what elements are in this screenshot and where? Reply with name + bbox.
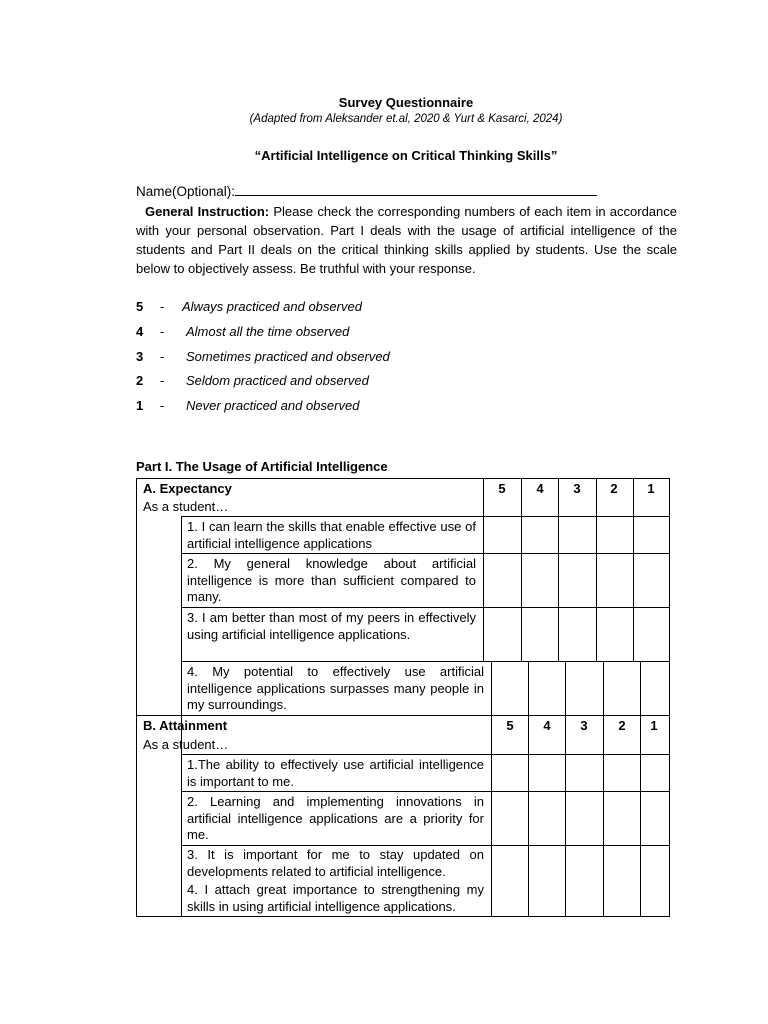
section-a-prompt: As a student… [143, 499, 229, 514]
scale-label: Almost all the time observed [186, 324, 350, 339]
scale-value: 5 [136, 299, 144, 314]
answer-cell[interactable] [559, 517, 596, 553]
scale-value: 2 [136, 373, 144, 388]
scale-dash: - [160, 299, 165, 314]
section-b-heading: B. Attainment [143, 718, 228, 733]
survey-item: 3. It is important for me to stay updated on developments related to artificial intelligence. [187, 847, 484, 879]
answer-cell[interactable] [484, 517, 521, 553]
survey-main-title: “Artificial Intelligence on Critical Thinking Skills” [254, 148, 558, 163]
part1-title: Part I. The Usage of Artificial Intelligence [136, 459, 388, 474]
column-header: 5 [498, 481, 506, 496]
name-field-blank[interactable] [235, 182, 597, 196]
survey-item: 3. I am better than most of my peers in effectively using artificial intelligence applications. [187, 610, 476, 642]
answer-cell[interactable] [634, 517, 669, 553]
column-header: 1 [647, 481, 655, 496]
survey-item: 1.The ability to effectively use artificial intelligence is important to me. [187, 757, 484, 789]
answer-cell[interactable] [522, 517, 558, 553]
instructions-text: Please check the corresponding numbers of each item in accordance with your personal observation. Part I deals with the usage of artificial intelligence of the students and Part II deals on the critical thinking skills applied by students. Use the scale below to objectively assess. Be truthful with your response. [136, 204, 678, 276]
column-header: 2 [618, 718, 626, 733]
name-field-label: Name(Optional): [136, 184, 236, 199]
scale-item-5 [136, 299, 536, 317]
scale-value: 3 [136, 349, 144, 364]
scale-dash: - [160, 324, 165, 339]
column-header: 4 [536, 481, 544, 496]
survey-item: 4. I attach great importance to strengthening my skills in using artificial intelligence applications. [187, 882, 484, 914]
instructions-lead: General Instruction: [145, 204, 270, 219]
column-header: 3 [573, 481, 581, 496]
scale-dash: - [160, 349, 165, 364]
survey-item: 4. My potential to effectively use artificial intelligence applications surpasses many people in my surroundings. [187, 664, 484, 712]
scale-label: Never practiced and observed [186, 398, 360, 413]
column-header: 5 [506, 718, 514, 733]
general-instructions [136, 202, 677, 278]
scale-item-3 [136, 349, 536, 367]
column-header: 3 [580, 718, 588, 733]
scale-dash: - [160, 398, 165, 413]
column-header: 4 [543, 718, 551, 733]
survey-item: 1. I can learn the skills that enable effective use of artificial intelligence applications [187, 519, 476, 551]
survey-subtitle: (Adapted from Aleksander et.al, 2020 & Yurt & Kasarci, 2024) [249, 113, 563, 125]
scale-label: Always practiced and observed [182, 299, 362, 314]
section-b-prompt: As a student… [143, 737, 229, 752]
scale-item-4 [136, 324, 536, 342]
answer-cell[interactable] [597, 517, 633, 553]
scale-item-2 [136, 373, 536, 391]
scale-item-1 [136, 398, 536, 416]
section-a-heading: A. Expectancy [143, 481, 232, 496]
column-header: 2 [610, 481, 618, 496]
scale-value: 4 [136, 324, 144, 339]
survey-item: 2. My general knowledge about artificial intelligence is more than sufficient compared to many. [187, 556, 476, 604]
scale-value: 1 [136, 398, 144, 413]
survey-title: Survey Questionnaire [338, 95, 474, 110]
scale-label: Seldom practiced and observed [186, 373, 369, 388]
scale-dash: - [160, 373, 165, 388]
name-field [136, 182, 597, 199]
scale-label: Sometimes practiced and observed [186, 349, 390, 364]
survey-item: 2. Learning and implementing innovations in artificial intelligence applications are a priority for me. [187, 794, 484, 842]
column-header: 1 [650, 718, 658, 733]
